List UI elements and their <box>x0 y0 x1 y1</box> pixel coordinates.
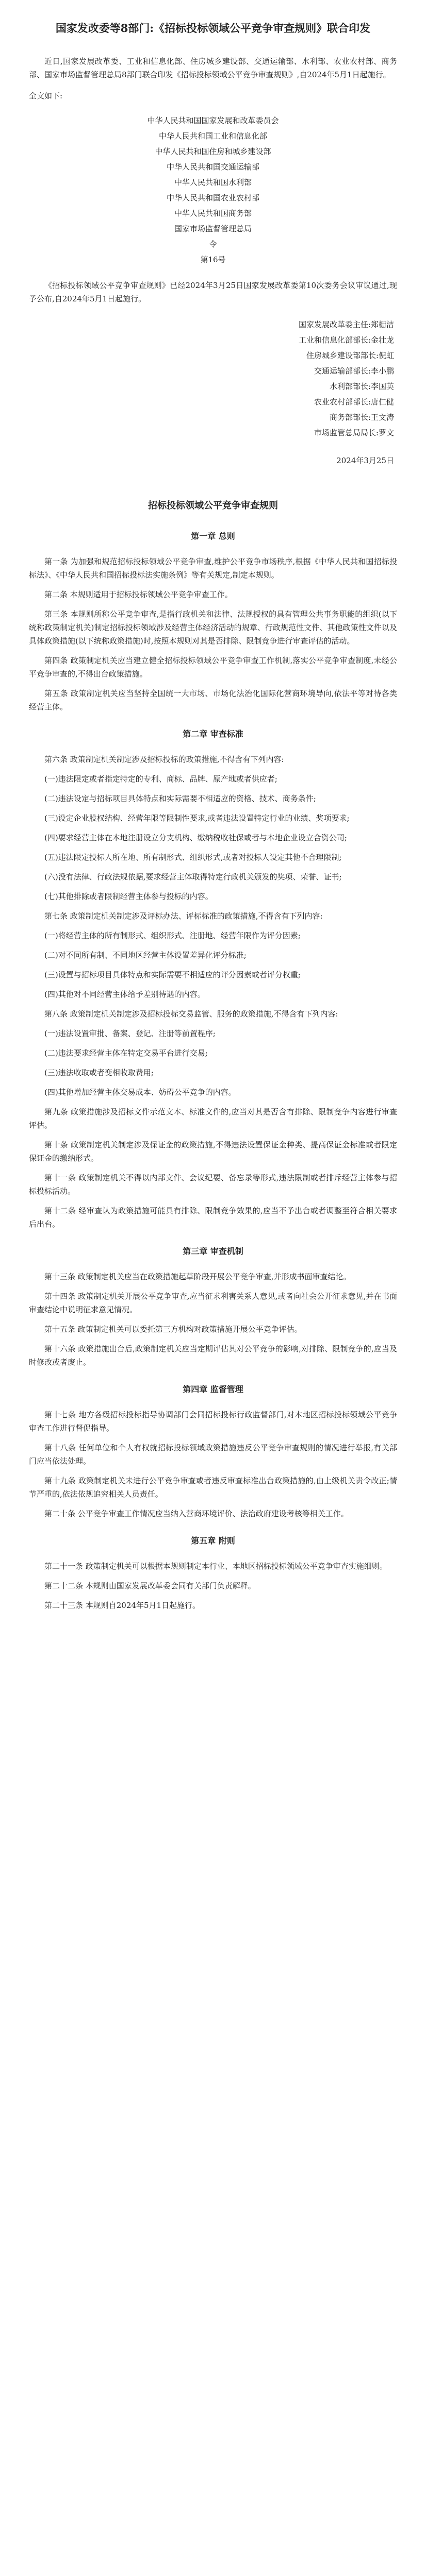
article-paragraph: (四)其他对不同经营主体给予差别待遇的内容。 <box>44 990 205 999</box>
article-paragraph: 第十三条 政策制定机关应当在政策措施起草阶段开展公平竞争审查,并形成书面审查结论。 <box>44 1272 351 1281</box>
department-name: 中华人民共和国国家发展和改革委员会 <box>147 116 279 125</box>
article-paragraph: (七)其他排除或者限制经营主体参与投标的内容。 <box>44 892 213 901</box>
article-paragraph: 第八条 政策制定机关制定涉及招标投标交易监管、服务的政策措施,不得含有下列内容: <box>44 1009 338 1019</box>
chapter-heading: 第二章 审查标准 <box>183 729 243 739</box>
article-paragraph: 第九条 政策措施涉及招标文件示范文本、标准文件的,应当对其是否含有排除、限制竞争内容进行审查评估。 <box>29 1107 397 1130</box>
article-paragraph: (三)设置与招标项目具体特点和实际需要不相适应的评分因素或者评分权重; <box>44 970 301 979</box>
signatory: 工业和信息化部部长:金壮龙 <box>298 335 394 345</box>
department-name: 中华人民共和国商务部 <box>174 209 252 218</box>
article-paragraph: (一)违法设置审批、备案、登记、注册等前置程序; <box>44 1029 216 1038</box>
intro-paragraph: 近日,国家发展改革委、工业和信息化部、住房城乡建设部、交通运输部、水利部、农业农村部、商务部、国家市场监督管理总局8部门联合印发《招标投标领域公平竞争审查规则》,自2024年5月1日起施行。 <box>29 57 397 79</box>
article-paragraph: (六)没有法律、行政法规依据,要求经营主体取得特定行政机关颁发的奖项、荣誉、证书; <box>44 872 342 882</box>
department-name: 中华人民共和国农业农村部 <box>166 193 259 202</box>
article-paragraph: 第十八条 任何单位和个人有权就招标投标领域政策措施违反公平竞争审查规则的情况进行举报,有关部门应当依法处理。 <box>29 1443 397 1466</box>
article-paragraph: 第二十三条 本规则自2024年5月1日起施行。 <box>44 1601 201 1610</box>
article-paragraph: 第二十条 公平竞争审查工作情况应当纳入营商环境评价、法治政府建设考核等相关工作。 <box>44 1509 349 1518</box>
article-paragraph: 第七条 政策制定机关制定涉及评标办法、评标标准的政策措施,不得含有下列内容: <box>44 911 323 921</box>
signatory: 国家发展改革委主任:郑栅洁 <box>298 320 394 329</box>
signatory: 市场监管总局局长:罗文 <box>314 428 394 437</box>
article-paragraph: 第四条 政策制定机关应当建立健全招标投标领域公平竞争审查工作机制,落实公平竞争审查制度,未经公平竞争审查的,不得出台政策措施。 <box>29 656 397 679</box>
article-paragraph: 第十七条 地方各级招标投标指导协调部门会同招标投标行政监督部门,对本地区招标投标领域公平竞争审查工作进行督促指导。 <box>29 1410 397 1433</box>
article-paragraph: (四)要求经营主体在本地注册设立分支机构、缴纳税收社保或者与本地企业设立合资公司; <box>44 833 347 842</box>
article-paragraph: 第十五条 政策制定机关可以委托第三方机构对政策措施开展公平竞争评估。 <box>44 1325 302 1334</box>
article-paragraph: 第三条 本规则所称公平竞争审查,是指行政机关和法律、法规授权的具有管理公共事务职能的组织(以下统称政策制定机关)制定招标投标领域涉及经营主体经济活动的规章、行政规范性文件、其他政策性文件以及具体政策措施(以下统称政策措施)时,按照本规则对其是否排除、限制竞争进行审查评估的活动。 <box>29 609 397 646</box>
department-name: 中华人民共和国水利部 <box>174 178 252 187</box>
document-title: 国家发改委等8部门:《招标投标领域公平竞争审查规则》联合印发 <box>55 22 371 35</box>
chapter-heading: 第三章 审查机制 <box>183 1246 243 1256</box>
article-paragraph: 第一条 为加强和规范招标投标领域公平竞争审查,维护公平竞争市场秩序,根据《中华人民共和国招标投标法》、《中华人民共和国招标投标法实施条例》等有关规定,制定本规则。 <box>29 557 397 580</box>
article-paragraph: (五)违法限定投标人所在地、所有制形式、组织形式,或者对投标人设定其他不合理限制; <box>44 853 342 862</box>
chapter-heading: 第四章 监督管理 <box>183 1384 243 1394</box>
article-paragraph: 第二十二条 本规则由国家发展改革委会同有关部门负责解释。 <box>44 1581 256 1590</box>
order-number: 第16号 <box>200 255 226 264</box>
article-paragraph: 第五条 政策制定机关应当坚持全国统一大市场、市场化法治化国际化营商环境导向,依法平等对待各类经营主体。 <box>29 689 397 711</box>
article-paragraph: 第十条 政策制定机关制定涉及保证金的政策措施,不得违法设置保证金种类、提高保证金标准或者限定保证金的缴纳形式。 <box>29 1140 397 1163</box>
chapter-heading: 第一章 总则 <box>191 531 235 541</box>
issue-date: 2024年3月25日 <box>336 456 394 465</box>
department-name: 中华人民共和国工业和信息化部 <box>158 131 267 141</box>
department-name: 中华人民共和国交通运输部 <box>166 162 259 172</box>
article-paragraph: (三)违法收取或者变相收取费用; <box>44 1068 154 1077</box>
chapter-5-body <box>29 1560 397 1612</box>
article-paragraph: 第十四条 政策制定机关开展公平竞争审查,应当征求利害关系人意见,或者向社会公开征求意见,并在书面审查结论中说明征求意见情况。 <box>29 1292 397 1314</box>
department-name: 国家市场监督管理总局 <box>174 224 252 233</box>
issuing-departments <box>29 113 397 267</box>
article-paragraph: (一)将经营主体的所有制形式、组织形式、注册地、经营年限作为评分因素; <box>44 931 301 940</box>
signatory: 住房城乡建设部部长:倪虹 <box>306 351 394 360</box>
signatory-list <box>29 317 394 440</box>
article-paragraph: (一)违法限定或者指定特定的专利、商标、品牌、原产地或者供应者; <box>44 774 277 784</box>
article-paragraph: 第十一条 政策制定机关不得以内部文件、会议纪要、备忘录等形式,违法限制或者排斥经营主体参与招标投标活动。 <box>29 1173 397 1196</box>
signatory: 商务部部长:王文涛 <box>329 413 394 422</box>
article-paragraph: 第二条 本规则适用于招标投标领域公平竞争审查工作。 <box>44 590 233 599</box>
article-paragraph: 第六条 政策制定机关制定涉及招标投标的政策措施,不得含有下列内容: <box>44 755 284 764</box>
article-paragraph: 第十九条 政策制定机关未进行公平竞争审查或者违反审查标准出台政策措施的,由上级机关责令改正;情节严重的,依法依规追究相关人员责任。 <box>29 1476 397 1499</box>
article-paragraph: 第十六条 政策措施出台后,政策制定机关应当定期评估其对公平竞争的影响,对排除、限制竞争的,应当及时修改或者废止。 <box>29 1344 397 1367</box>
order-label: 令 <box>209 240 217 249</box>
article-paragraph: (四)其他增加经营主体交易成本、妨碍公平竞争的内容。 <box>44 1088 236 1097</box>
chapter-2-body <box>29 753 397 1231</box>
regulation-title: 招标投标领域公平竞争审查规则 <box>148 500 278 511</box>
chapter-heading: 第五章 附则 <box>191 1536 235 1546</box>
article-paragraph: (二)违法要求经营主体在特定交易平台进行交易; <box>44 1048 208 1058</box>
order-text: 《招标投标领域公平竞争审查规则》已经2024年3月25日国家发展改革委第10次委务会议审议通过,现予公布,自2024年5月1日起施行。 <box>29 281 397 303</box>
signatory: 农业农村部部长:唐仁健 <box>314 397 394 406</box>
article-paragraph: (二)对不同所有制、不同地区经营主体设置差异化评分标准; <box>44 951 247 960</box>
article-paragraph: 第十二条 经审查认为政策措施可能具有排除、限制竞争效果的,应当不予出台或者调整至符合相关要求后出台。 <box>29 1206 397 1229</box>
signatory: 交通运输部部长:李小鹏 <box>314 366 394 376</box>
order-intro: 全文如下: <box>29 91 63 100</box>
chapter-1-body <box>29 555 397 714</box>
article-paragraph: (三)设定企业股权结构、经营年限等限制性要求,或者违法设置特定行业的业绩、奖项要求; <box>44 814 350 823</box>
article-paragraph: 第二十一条 政策制定机关可以根据本规则制定本行业、本地区招标投标领域公平竞争审查实施细则。 <box>44 1562 387 1571</box>
signatory: 水利部部长:李国英 <box>329 382 394 391</box>
chapter-3-body <box>29 1270 397 1369</box>
chapter-4-body <box>29 1408 397 1520</box>
article-paragraph: (二)违法设定与招标项目具体特点和实际需要不相适应的资格、技术、商务条件; <box>44 794 316 803</box>
department-name: 中华人民共和国住房和城乡建设部 <box>155 147 271 156</box>
